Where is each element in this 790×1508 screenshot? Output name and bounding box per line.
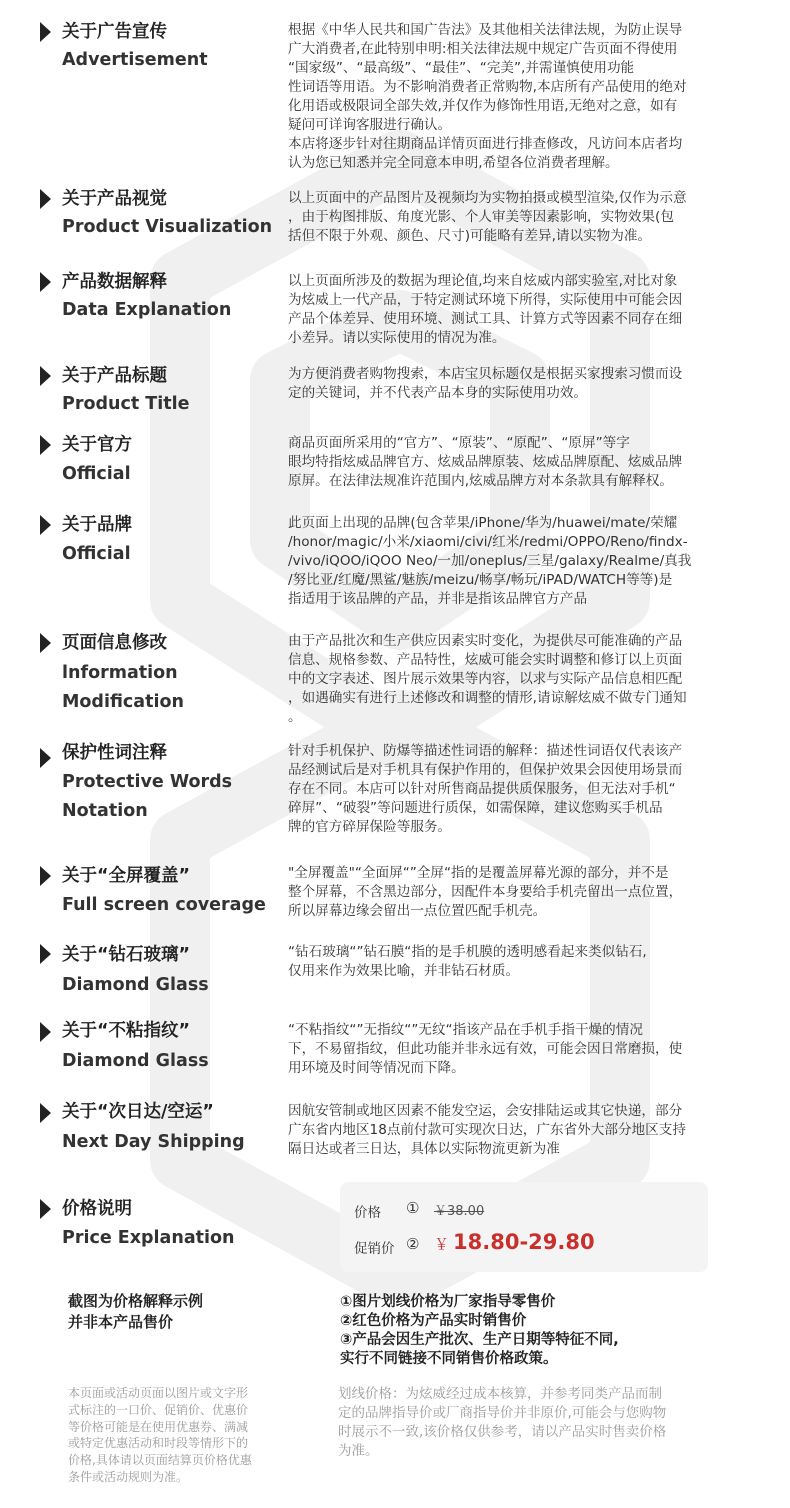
example-disclaimer: 截图为价格解释示例 并非本产品售价 (68, 1292, 204, 1331)
section-body: 为方便消费者购物搜索，本店宝贝标题仅是根据买家搜索习惯而设 定的关键词，并不代表产品本身的实际使用功效。 (288, 366, 683, 401)
section-title-cn: 关于产品视觉 (62, 189, 167, 209)
section-title-en: Product Title (62, 394, 190, 414)
section-title-cn: 关于“全屏覆盖” (62, 866, 191, 886)
footer-note-right: 划线价格：为炫威经过成本核算，并参考同类产品而制 定的品牌指导价或厂商指导价并非原价,可能会与您购物 时展示不一致,该价格仅供参考，请以产品实时售卖价格 为准。 (338, 1386, 667, 1459)
section-title-en: Next Day Shipping (62, 1132, 245, 1152)
section-title-en: Price Explanation (62, 1228, 235, 1248)
sale-price-value: 18.80-29.80 (453, 1230, 595, 1254)
triangle-bullet-icon (40, 866, 51, 886)
original-price-label: 价格 (354, 1205, 381, 1221)
triangle-bullet-icon (40, 1199, 51, 1219)
original-price-value: ￥38.00 (434, 1204, 485, 1219)
section-body: "全屏覆盖"“全面屏“”全屏“指的是覆盖屏幕光源的部分，并不是 整个屏幕，不含黑边部分，因配件本身要给手机壳留出一点位置， 所以屏幕边缘会留出一点位置匹配手机壳。 (288, 865, 683, 919)
section-body: 商品页面所采用的“官方”、“原装”、“原配”、“原屏”等字 眼均特指炫威品牌官方、炫威品牌原装、炫威品牌原配、炫威品牌 原屏。在法律法规准许范围内,炫威品牌方对本条款具有解释权。 (288, 435, 683, 489)
sale-price-currency: ￥ (434, 1235, 450, 1253)
footer-note-left: 本页面或活动页面以图片或文字形 式标注的一口价、促销价、优惠价 等价格可能是在使用优惠券、满减 或特定优惠活动和时段等情形下的 价格,具体请以页面结算页价格优惠 条件或活动规则为准。 (68, 1386, 252, 1484)
section-title-cn: 价格说明 (62, 1199, 132, 1219)
section-body: 以上页面所涉及的数据为理论值,均来自炫威内部实验室,对比对象 为炫威上一代产品，于特定测试环境下所得，实际使用中可能会因 产品个体差异、使用环境、测试工具、计算方式等因素不同存在细 小差异。请以实际使用的情况为准。 (288, 273, 683, 346)
section-title-cn: 关于“次日达/空运” (62, 1102, 214, 1122)
section-title-en: Diamond Glass (62, 1051, 209, 1071)
section-title-cn: 关于官方 (62, 435, 132, 455)
section-body: 以上页面中的产品图片及视频均为实物拍摄或模型渲染,仅作为示意 ，由于构图排版、角度光影、个人审美等因素影响，实物效果(包 括但不限于外观、颜色、尺寸)可能略有差异,请以实物为准。 (288, 190, 687, 244)
triangle-bullet-icon (40, 944, 51, 964)
section-body: 由于产品批次和生产供应因素实时变化，为提供尽可能准确的产品 信息、规格参数、产品特性，炫威可能会实时调整和修订以上页面 中的文字表述、图片展示效果等内容，以求与实际产品信息相匹配 ，如遇确实有进行上述修改和调整的情形,请谅解炫威不做专门通知 。 (288, 633, 687, 725)
section-title-en: Full screen coverage (62, 895, 266, 915)
triangle-bullet-icon (40, 1022, 51, 1042)
marker-two: ② (406, 1235, 420, 1253)
price-notes-list: ①图片划线价格为厂家指导零售价 ②红色价格为产品实时销售价 ③产品会因生产批次、生产日期等特征不同, 实行不同链接不同销售价格政策。 (340, 1294, 619, 1367)
section-body: 针对手机保护、防爆等描述性词语的解释：描述性词语仅代表该产 品经测试后是对手机具有保护作用的，但保护效果会因使用场景而 存在不同。本店可以针对所售商品提供质保服务，但无法对手机“ 碎屏”、“破裂”等问题进行质保，如需保障，建议您购买手机品 牌的官方碎屏保险等服务。 (288, 743, 683, 835)
section-body: 因航安管制或地区因素不能发空运，会安排陆运或其它快递，部分 广东省内地区18点前付款可实现次日达，广东省外大部分地区支持 隔日达或者三日达，具体以实际物流更新为准 (288, 1103, 686, 1157)
triangle-bullet-icon (40, 366, 51, 386)
section-title-cn: 关于广告宣传 (62, 22, 167, 42)
triangle-bullet-icon (40, 633, 51, 653)
section-body: 此页面上出现的品牌(包含苹果/iPhone/华为/huawei/mate/荣耀 /honor/magic/小米/xiaomi/civi/红米/redmi/OPPO/Reno/findx- /vivo/iQOO/iQOO Neo/一加/oneplus/三星/galaxy/Realme/真我 /努比亚/红魔/黑鲨/魅族/meizu/畅享/畅玩/iPAD/WATCH等等)是 指适用于该品牌的产品，并非是指该品牌官方产品 (288, 515, 692, 607)
section-title-en: lnformation Modification (62, 663, 184, 712)
section-title-en: Official (62, 544, 131, 564)
section-title-en: Diamond Glass (62, 975, 209, 995)
section-body: 根据《中华人民共和国广告法》及其他相关法律法规，为防止误导 广大消费者,在此特别申明:相关法律法规中规定广告页面不得使用 “国家级”、“最高级”、“最佳”、“完美”,并需谨慎使用功能 性词语等用语。为不影响消费者正常购物,本店所有产品使用的绝对 化用语或极限词全部失效,并仅作为修饰性用语,无绝对之意，如有 疑问可详询客服进行确认。 本店将逐步针对往期商品详情页面进行排查修改，凡访问本店者均 认为您已知悉并完全同意本申明,希望各位消费者理解。 (288, 22, 687, 171)
section-body: “不粘指纹“”无指纹“”无纹“指该产品在手机手指干燥的情况 下，不易留指纹，但此功能并非永远有效，可能会因日常磨损，使 用环境及时间等情况而下降。 (288, 1022, 683, 1076)
triangle-bullet-icon (40, 515, 51, 535)
section-title-en: Protective Words Notation (62, 772, 233, 821)
sale-price-label: 促销价 (354, 1241, 395, 1257)
section-title-en: Advertisement (62, 50, 208, 70)
section-title-cn: 关于“钻石玻璃” (62, 945, 191, 965)
section-title-cn: 页面信息修改 (62, 633, 167, 653)
triangle-bullet-icon (40, 189, 51, 209)
triangle-bullet-icon (40, 435, 51, 455)
sale-price (434, 1230, 595, 1254)
triangle-bullet-icon (40, 1103, 51, 1123)
marker-one: ① (406, 1199, 420, 1217)
section-title-en: Official (62, 464, 131, 484)
section-title-cn: 关于产品标题 (62, 366, 167, 386)
section-title-en: Data Explanation (62, 300, 232, 320)
section-title-cn: 关于“不粘指纹” (62, 1021, 191, 1041)
section-title-cn: 产品数据解释 (62, 272, 167, 292)
triangle-bullet-icon (40, 748, 51, 768)
section-title-en: Product Visualization (62, 217, 273, 237)
section-title-cn: 关于品牌 (62, 515, 132, 535)
price-example-card (340, 1182, 708, 1272)
triangle-bullet-icon (40, 22, 51, 42)
section-title-cn: 保护性词注释 (62, 743, 167, 763)
section-body: “钻石玻璃“”钻石膜“指的是手机膜的透明感看起来类似钻石, 仅用来作为效果比喻，并非钻石材质。 (288, 944, 647, 979)
triangle-bullet-icon (40, 272, 51, 292)
